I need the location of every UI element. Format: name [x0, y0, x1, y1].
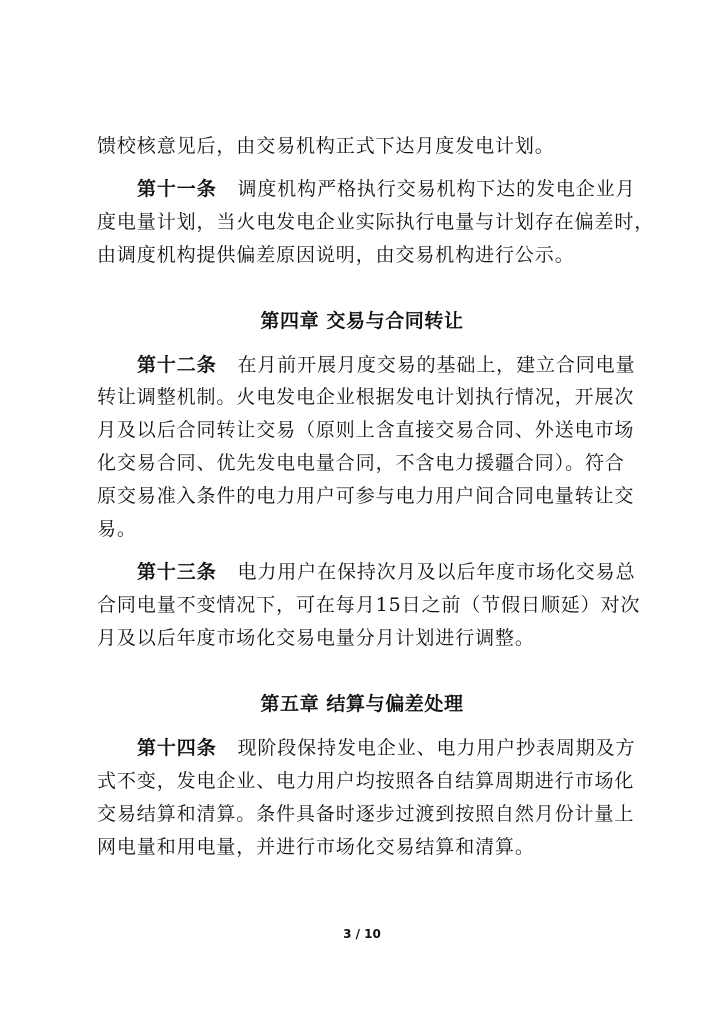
article-13-line-2: 合同电量不变情况下，可在每月15日之前（节假日顺延）对次 [97, 594, 641, 616]
article-14-line-2: 式不变，发电企业、电力用户均按照各自结算周期进行市场化 [97, 770, 635, 792]
article-14-line-3: 交易结算和清算。条件具备时逐步过渡到按照自然月份计量上 [97, 803, 635, 825]
article-12-line-3: 月及以后合同转让交易（原则上含直接交易合同、外送电市场 [97, 419, 635, 441]
article-13-line-1 [137, 560, 637, 584]
chapter-5-heading: 第五章 结算与偏差处理 [260, 693, 464, 715]
article-11-title: 第十一条 [137, 178, 217, 200]
article-14-line-4: 网电量和用电量，并进行市场化交易结算和清算。 [97, 836, 535, 858]
article-12-line-1 [137, 353, 637, 377]
chapter-4-heading: 第四章 交易与合同转让 [260, 310, 464, 332]
article-12-text-1: 在月前开展月度交易的基础上，建立合同电量 [237, 354, 636, 376]
page-number: 3 / 10 [343, 927, 381, 941]
article-11-line-2: 度电量计划，当火电发电企业实际执行电量与计划存在偏差时， [97, 211, 655, 233]
article-13-title: 第十三条 [137, 561, 217, 583]
article-12-line-5: 原交易准入条件的电力用户可参与电力用户间合同电量转让交 [97, 485, 635, 507]
article-13-text-1: 电力用户在保持次月及以后年度市场化交易总 [237, 561, 636, 583]
article-12-line-2: 转让调整机制。火电发电企业根据发电计划执行情况，开展次 [97, 386, 635, 408]
article-13-line-3: 月及以后年度市场化交易电量分月计划进行调整。 [97, 627, 535, 649]
article-14-text-1: 现阶段保持发电企业、电力用户抄表周期及方 [237, 737, 636, 759]
article-14-line-1 [137, 736, 637, 760]
article-14-title: 第十四条 [137, 737, 217, 759]
article-11-line-1 [137, 177, 637, 201]
article-11-text-1: 调度机构严格执行交易机构下达的发电企业月 [237, 178, 636, 200]
article-10-line-1: 馈校核意见后，由交易机构正式下达月度发电计划。 [97, 135, 555, 157]
article-12-line-4: 化交易合同、优先发电电量合同，不含电力援疆合同）。符合 [97, 452, 625, 474]
article-11-line-3: 由调度机构提供偏差原因说明，由交易机构进行公示。 [97, 244, 575, 266]
article-12-title: 第十二条 [137, 354, 217, 376]
article-12-line-6: 易。 [97, 518, 137, 540]
